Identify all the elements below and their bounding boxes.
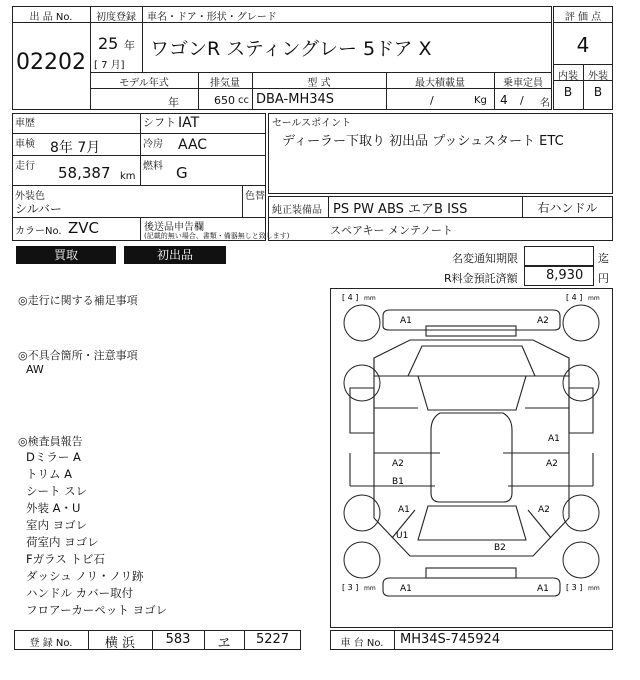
tire-unit: mm bbox=[588, 585, 600, 592]
max-load-unit: Kg bbox=[474, 95, 487, 106]
tire-front-right: [ 4 ] bbox=[566, 293, 583, 302]
max-load-slash: / bbox=[430, 94, 434, 107]
registration-region: 横 浜 bbox=[104, 636, 136, 651]
inspector-item: Dミラー A bbox=[26, 450, 81, 464]
inspector-item: Fガラス トビ石 bbox=[26, 552, 105, 566]
tire-unit: mm bbox=[364, 585, 376, 592]
model-year-label: モデル年式 bbox=[119, 78, 169, 89]
postdoc-note: (記載的無い場合、書類・備器無しと致します) bbox=[144, 232, 290, 240]
ext-color-value: シルバー bbox=[15, 202, 62, 216]
tire-circle-bl bbox=[344, 542, 380, 578]
mark-left-rear-door-u: U1 bbox=[396, 531, 409, 541]
shift-value: IAT bbox=[178, 115, 200, 131]
inspector-item: シート スレ bbox=[26, 484, 88, 498]
color-change-label: 色替 bbox=[245, 191, 265, 202]
name-change-box bbox=[524, 246, 594, 266]
first-reg-month: [ 7 月] bbox=[94, 60, 125, 71]
capacity-slash: / bbox=[520, 94, 524, 107]
equipment-label: 純正装備品 bbox=[272, 205, 322, 216]
mark-right-front-door: A1 bbox=[548, 434, 560, 444]
exterior-label: 外装 bbox=[588, 71, 608, 82]
tire-rear-right: [ 3 ] bbox=[566, 583, 583, 592]
inspection-value: 8年 7月 bbox=[50, 140, 101, 156]
type-label: 型 式 bbox=[307, 78, 331, 89]
capacity-label: 乗車定員 bbox=[503, 78, 543, 89]
max-load-label: 最大積載量 bbox=[415, 78, 465, 89]
first-reg-label: 初度登録 bbox=[96, 12, 136, 23]
type-value: DBA-MH34S bbox=[256, 92, 335, 107]
name-change-label: 名変通知期限 bbox=[452, 252, 518, 265]
inspector-item: トリム A bbox=[26, 467, 73, 481]
sales-text: ディーラー下取り 初出品 プッシュスタート ETC bbox=[282, 134, 564, 149]
mileage-label: 走行 bbox=[15, 161, 35, 172]
inspector-title: ◎検査員報告 bbox=[18, 435, 83, 448]
tire-unit: mm bbox=[588, 295, 600, 302]
ext-color-label: 外装色 bbox=[15, 191, 45, 202]
first-reg-year-unit: 年 bbox=[124, 39, 135, 52]
sales-label: セールスポイント bbox=[272, 118, 352, 129]
mark-left-rear-door-a: A1 bbox=[398, 505, 410, 515]
tire-circle-mr bbox=[563, 365, 599, 401]
tire-circle-fl bbox=[344, 305, 380, 341]
exterior-grade: B bbox=[593, 85, 603, 99]
inspector-list bbox=[26, 449, 286, 619]
recycle-label: R料金預託済額 bbox=[444, 272, 518, 285]
car-name: ワゴンR スティングレー 5ドア X bbox=[150, 38, 432, 60]
driving-notes-title: ◎走行に関する補足事項 bbox=[18, 294, 138, 307]
recycle-unit: 円 bbox=[598, 272, 609, 285]
score-label: 評 価 点 bbox=[564, 12, 602, 23]
tire-rear-left: [ 3 ] bbox=[342, 583, 359, 592]
inspection-label: 車検 bbox=[15, 139, 35, 150]
score-value: 4 bbox=[576, 33, 590, 57]
registration-number: 5227 bbox=[255, 632, 290, 647]
mark-front-bumper-right: A2 bbox=[537, 316, 549, 326]
color-no-label: カラーNo. bbox=[15, 226, 62, 237]
registration-label: 登 録 No. bbox=[29, 638, 73, 649]
capacity-value: 4 bbox=[500, 93, 508, 107]
interior-label: 内装 bbox=[558, 71, 578, 82]
handle-value: 右ハンドル bbox=[537, 201, 598, 215]
tire-circle-ml bbox=[344, 365, 380, 401]
defects-value: AW bbox=[26, 363, 44, 376]
displacement-label: 排気量 bbox=[210, 78, 240, 89]
registration-class: 583 bbox=[165, 632, 191, 647]
fuel-label: 燃料 bbox=[143, 161, 163, 172]
mark-rear-bumper-right: A1 bbox=[537, 584, 549, 594]
tire-front-left: [ 4 ] bbox=[342, 293, 359, 302]
defects-title: ◎不具合箇所・注意事項 bbox=[18, 349, 138, 362]
registration-kana: ヱ bbox=[217, 636, 231, 651]
first-listing-badge: 初出品 bbox=[124, 246, 226, 264]
inspector-item: 荷室内 ヨゴレ bbox=[26, 535, 99, 549]
ac-value: AAC bbox=[178, 137, 208, 153]
displacement-unit: cc bbox=[238, 95, 249, 106]
mark-left-front-door-a: A2 bbox=[392, 459, 404, 469]
color-no-value: ZVC bbox=[68, 219, 100, 237]
recycle-value: 8,930 bbox=[546, 268, 584, 283]
inspector-item: ダッシュ ノリ・ノリ跡 bbox=[26, 569, 144, 583]
displacement-value: 650 bbox=[214, 94, 235, 107]
name-change-unit: 迄 bbox=[598, 252, 609, 265]
mileage-value: 58,387 bbox=[58, 164, 111, 182]
car-info-label: 車名・ドア・形状・グレード bbox=[147, 12, 277, 23]
lot-label: 出 品 No. bbox=[29, 12, 73, 23]
shift-label: シフト bbox=[143, 116, 176, 129]
inspector-item: ハンドル カバー取付 bbox=[26, 586, 134, 600]
first-reg-year: 25 bbox=[98, 34, 119, 53]
sales-extra: スペアキー メンテノート bbox=[330, 224, 453, 237]
tire-unit: mm bbox=[364, 295, 376, 302]
tire-circle-fr bbox=[563, 305, 599, 341]
inspector-item: フロアーカーペット ヨゴレ bbox=[26, 603, 168, 617]
interior-grade: B bbox=[563, 85, 573, 99]
mark-rear-gate: B2 bbox=[494, 543, 506, 553]
lot-number: 02202 bbox=[16, 50, 86, 75]
mark-right-quarter: A2 bbox=[538, 505, 550, 515]
tire-circle-br bbox=[563, 542, 599, 578]
model-year-unit: 年 bbox=[168, 96, 179, 109]
history-label: 車歴 bbox=[15, 118, 35, 129]
equipment-value: PS PW ABS エアB ISS bbox=[333, 202, 468, 217]
chassis-value: MH34S-745924 bbox=[400, 632, 501, 647]
mark-left-front-door-b: B1 bbox=[392, 477, 404, 487]
tire-circle-rr bbox=[563, 495, 599, 531]
car-damage-diagram bbox=[330, 288, 613, 628]
chassis-label: 車 台 No. bbox=[340, 638, 384, 649]
inspector-item: 室内 ヨゴレ bbox=[26, 518, 88, 532]
mileage-unit: km bbox=[120, 171, 136, 182]
mark-front-bumper-left: A1 bbox=[400, 316, 412, 326]
ac-label: 冷房 bbox=[143, 139, 163, 150]
inspector-item: 外装 A・U bbox=[26, 501, 81, 515]
tire-circle-rl bbox=[344, 495, 380, 531]
mark-right-rear-door: A2 bbox=[546, 459, 558, 469]
capacity-unit: 名 bbox=[540, 98, 550, 109]
postdoc-label: 後送品申告欄 bbox=[144, 222, 204, 233]
buy-badge: 買取 bbox=[16, 246, 116, 264]
mark-rear-bumper-left: A1 bbox=[400, 584, 412, 594]
fuel-value: G bbox=[176, 164, 188, 182]
